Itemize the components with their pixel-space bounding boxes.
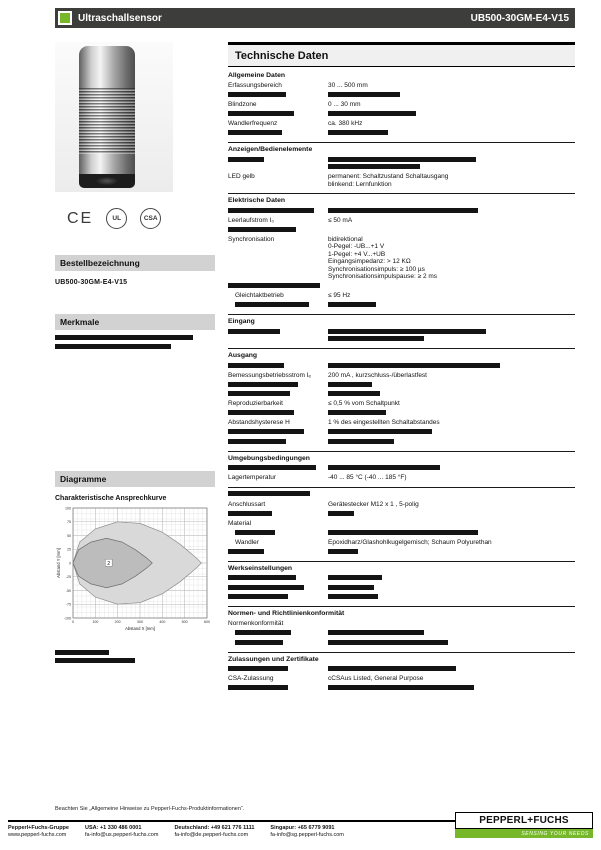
- redacted-text-bar: [328, 640, 448, 645]
- spec-label: [228, 666, 328, 674]
- spec-value: [328, 575, 575, 583]
- redacted-text-bar: [328, 666, 456, 671]
- feature-lines-redacted: [55, 335, 215, 349]
- redacted-text-bar: [328, 630, 424, 635]
- singapore-email-link[interactable]: fa-info@sg.pepperl-fuchs.com: [270, 832, 344, 838]
- spec-row: [228, 665, 575, 675]
- redacted-text-bar: [228, 130, 282, 135]
- spec-value: [328, 111, 575, 119]
- tech-group: [228, 487, 575, 559]
- redacted-text-bar: [228, 208, 314, 213]
- spec-row: [228, 361, 575, 371]
- redacted-text-bar: [228, 439, 286, 444]
- spec-label: Leerlaufstrom I₀: [228, 216, 275, 224]
- spec-label: Reproduzierbarkeit: [228, 400, 283, 407]
- spec-row: [228, 528, 575, 538]
- spec-label: Normenkonformität: [228, 620, 284, 627]
- spec-label: [228, 584, 328, 592]
- svg-text:100: 100: [65, 505, 71, 510]
- spec-row: [228, 301, 575, 311]
- redacted-text-bar: [328, 465, 440, 470]
- redacted-text-bar: [228, 410, 294, 415]
- redacted-text-bar: [228, 227, 296, 232]
- redacted-text-bar: [228, 391, 290, 396]
- spec-row: [228, 473, 575, 483]
- spec-label: Bemessungsbetriebsstrom Iₑ: [228, 371, 311, 379]
- tech-group: [228, 652, 575, 696]
- spec-label: Material: [228, 519, 252, 527]
- footer-group-name: Pepperl+Fuchs-Gruppe: [8, 825, 69, 831]
- response-chart: [55, 506, 215, 640]
- spec-row: [228, 684, 575, 694]
- spec-row: [228, 110, 575, 120]
- spec-value: permanent: Schaltzustand Schaltausgang blinkend: Lernfunktion: [328, 173, 449, 188]
- redacted-text-bar: [328, 302, 376, 307]
- redacted-text-bar: [235, 302, 309, 307]
- spec-label: Wandlerfrequenz: [228, 120, 278, 127]
- spec-label: LED gelb: [228, 173, 255, 180]
- svg-text:-25: -25: [65, 574, 71, 579]
- spec-label: [228, 207, 328, 215]
- sensor-body: [79, 56, 135, 88]
- footer-col-singapore: [270, 825, 343, 839]
- footer-note: Beachten Sie „Allgemeine Hinweise zu Pepperl-Fuchs-Produktinformationen“.: [55, 806, 245, 812]
- section-bestellbezeichnung: Bestellbezeichnung: [55, 255, 215, 271]
- section-diagramme: Diagramme: [55, 471, 215, 487]
- spec-label: [228, 362, 328, 370]
- redacted-text-bar: [328, 429, 432, 434]
- spec-value: ≤ 0,5 % vom Schaltpunkt: [328, 400, 400, 407]
- redacted-text-bar: [228, 157, 264, 162]
- redacted-text-bar: [228, 491, 310, 497]
- spec-label: [228, 226, 328, 234]
- spec-value: [328, 410, 575, 418]
- redacted-text-bar: [328, 382, 372, 387]
- spec-label: [228, 92, 328, 100]
- product-photo: [55, 42, 173, 192]
- redacted-text-bar: [328, 585, 374, 590]
- spec-label: [228, 594, 328, 602]
- redacted-text-bar: [328, 336, 424, 341]
- tech-group-title: Umgebungsbedingungen: [228, 454, 310, 462]
- spec-label: [235, 639, 328, 647]
- spec-row: [228, 129, 575, 139]
- csa-mark: CSA: [140, 208, 161, 229]
- redacted-text-bar: [228, 585, 304, 590]
- tech-group-title: Zulassungen und Zertifikate: [228, 655, 319, 663]
- spec-label: [228, 575, 328, 583]
- spec-row: [228, 638, 575, 648]
- redacted-text-bar: [55, 658, 135, 663]
- spec-label: [228, 111, 328, 119]
- singapore-phone: Singapur: +65 6779 9091: [270, 825, 335, 831]
- website-link[interactable]: www.pepperl-fuchs.com: [8, 832, 67, 838]
- tech-group-title: Eingang: [228, 318, 255, 325]
- redacted-text-bar: [328, 130, 388, 135]
- spec-label: [228, 465, 328, 473]
- footer-col-group: [8, 825, 69, 839]
- spec-row: [228, 119, 575, 129]
- svg-text:300: 300: [137, 619, 143, 624]
- order-code: UB500-30GM-E4-V15: [55, 279, 128, 286]
- spec-row: [228, 418, 575, 428]
- spec-label: [235, 302, 328, 310]
- sensor-face: [79, 174, 135, 188]
- redacted-text-bar: [228, 549, 264, 554]
- spec-row: [228, 509, 575, 519]
- spec-row: [228, 547, 575, 557]
- spec-value: [328, 630, 575, 638]
- spec-row: [228, 574, 575, 584]
- redacted-text-bar: [328, 363, 500, 368]
- spec-label: [228, 391, 328, 399]
- redacted-text-bar: [228, 329, 280, 334]
- svg-text:-50: -50: [65, 588, 71, 593]
- product-type-title: Ultraschallsensor: [78, 12, 162, 24]
- spec-row: [228, 100, 575, 110]
- svg-text:0: 0: [72, 619, 74, 624]
- spec-value: [328, 685, 575, 693]
- spec-row: [228, 225, 575, 235]
- redacted-text-bar: [328, 329, 486, 334]
- redacted-text-bar: [228, 429, 304, 434]
- svg-text:100: 100: [92, 619, 99, 624]
- green-square-icon: [60, 13, 70, 23]
- svg-text:-75: -75: [65, 602, 71, 607]
- spec-value: [328, 429, 575, 437]
- spec-label: [228, 381, 328, 389]
- spec-row: [228, 380, 575, 390]
- svg-text:0: 0: [69, 560, 71, 565]
- germany-email-link[interactable]: fa-info@de.pepperl-fuchs.com: [174, 832, 249, 838]
- spec-value: Gerätestecker M12 x 1 , 5-polig: [328, 500, 419, 508]
- sensor-cap: [79, 46, 135, 56]
- spec-value: [328, 584, 575, 592]
- footer-col-usa: [85, 825, 158, 839]
- spec-row: [228, 371, 575, 381]
- spec-label: Wandler: [235, 538, 259, 546]
- tech-group: [228, 606, 575, 650]
- spec-value: [328, 666, 575, 674]
- spec-row: [228, 464, 575, 474]
- spec-value: [328, 156, 575, 171]
- spec-row: [228, 81, 575, 91]
- spec-value: [328, 381, 575, 389]
- spec-value: [328, 520, 575, 528]
- left-column: [55, 42, 215, 663]
- spec-value: 30 ... 500 mm: [328, 82, 368, 89]
- ul-mark: UL: [106, 208, 127, 229]
- spec-row: [228, 327, 575, 344]
- section-merkmale: Merkmale: [55, 314, 215, 330]
- tech-group: [228, 314, 575, 346]
- spec-value: ≤ 95 Hz: [328, 292, 351, 299]
- spec-label: [235, 630, 328, 638]
- redacted-text-bar: [328, 549, 358, 554]
- redacted-text-bar: [328, 575, 382, 580]
- redacted-text-bar: [228, 382, 298, 387]
- spec-row: [228, 390, 575, 400]
- spec-row: [228, 91, 575, 101]
- spec-row: [228, 216, 575, 226]
- tech-group-title: Normen- und Richtlinienkonformität: [228, 610, 345, 617]
- tech-group: [228, 142, 575, 191]
- logo-tagline: SENSING YOUR NEEDS: [455, 829, 593, 838]
- certification-marks: [55, 208, 215, 229]
- redacted-text-bar: [328, 391, 380, 396]
- spec-row: [228, 593, 575, 603]
- spec-value: [328, 92, 575, 100]
- svg-text:50: 50: [67, 533, 71, 538]
- tech-group-title: Elektrische Daten: [228, 197, 286, 204]
- spec-label: [228, 548, 328, 556]
- spec-value: [328, 226, 575, 234]
- spec-value: -40 ... 85 °C (-40 ... 185 °F): [328, 474, 407, 481]
- redacted-text-bar: [228, 685, 288, 690]
- spec-label: [228, 130, 328, 138]
- sensor-ring: [79, 154, 135, 174]
- spec-value: ≤ 50 mA: [328, 216, 353, 224]
- spec-label: [228, 510, 328, 518]
- redacted-text-bar: [328, 208, 478, 213]
- spec-row: [228, 409, 575, 419]
- germany-phone: Deutschland: +49 621 776 1111: [174, 825, 255, 831]
- spec-label: Synchronisation: [228, 235, 275, 243]
- spec-value: ca. 380 kHz: [328, 120, 363, 127]
- spec-label: Blindzone: [228, 101, 257, 108]
- tech-group-title: Allgemeine Daten: [228, 72, 286, 79]
- spec-label: [228, 283, 328, 291]
- tech-data-heading: Technische Daten: [228, 42, 575, 67]
- transducer-icon: [95, 177, 119, 186]
- tech-group-title: Ausgang: [228, 352, 258, 359]
- spec-row: [228, 437, 575, 447]
- redacted-text-bar: [328, 439, 394, 444]
- chart-legend-redacted: [55, 650, 215, 664]
- spec-row: [228, 282, 575, 292]
- redacted-text-bar: [235, 530, 275, 535]
- spec-value: [328, 302, 575, 310]
- svg-text:-100: -100: [63, 615, 71, 620]
- svg-text:200: 200: [114, 619, 121, 624]
- redacted-text-bar: [328, 164, 420, 169]
- spec-value: [328, 465, 575, 473]
- svg-text:400: 400: [159, 619, 166, 624]
- svg-text:2: 2: [107, 560, 111, 567]
- spec-value: 1 % des eingestellten Schaltabstandes: [328, 419, 440, 426]
- redacted-text-bar: [328, 157, 476, 162]
- spec-value: [328, 510, 575, 518]
- sensor-cylinder: [79, 46, 135, 188]
- svg-text:25: 25: [67, 547, 71, 552]
- usa-phone: USA: +1 330 486 0001: [84, 825, 142, 831]
- redacted-text-bar: [228, 575, 296, 580]
- spec-label: [235, 529, 328, 537]
- spec-value: [328, 362, 575, 370]
- sensor-thread: [79, 88, 135, 154]
- spec-label: Abstandshysterese H: [228, 419, 290, 426]
- usa-email-link[interactable]: fa-info@us.pepperl-fuchs.com: [84, 832, 159, 838]
- spec-value: [328, 130, 575, 138]
- redacted-text-bar: [235, 640, 283, 645]
- tech-group-title: Werkseinstellungen: [228, 564, 293, 572]
- spec-row: [228, 674, 575, 684]
- tech-group: [228, 348, 575, 449]
- redacted-text-bar: [55, 344, 171, 349]
- spec-row: [228, 538, 575, 548]
- spec-row: [228, 619, 575, 629]
- technical-data-section: [228, 42, 575, 695]
- spec-row: [228, 583, 575, 593]
- redacted-text-bar: [328, 530, 478, 535]
- redacted-text-bar: [328, 92, 400, 97]
- spec-value: 200 mA , kurzschluss-/überlastfest: [328, 371, 427, 379]
- product-model-title: UB500-30GM-E4-V15: [470, 12, 569, 24]
- spec-label: [228, 410, 328, 418]
- spec-row: [228, 155, 575, 172]
- pf-brand-icon: [58, 11, 72, 25]
- spec-row: [228, 428, 575, 438]
- spec-value: [328, 529, 575, 537]
- spec-row: [228, 291, 575, 301]
- redacted-text-bar: [328, 111, 416, 116]
- tech-group: [228, 69, 575, 140]
- spec-label: [228, 438, 328, 446]
- tech-groups: [228, 69, 575, 695]
- redacted-text-bar: [228, 363, 284, 368]
- spec-value: [328, 639, 575, 647]
- svg-text:600: 600: [204, 619, 210, 624]
- logo-wordmark: PEPPERL+FUCHS: [455, 812, 593, 829]
- spec-label: Erfassungsbereich: [228, 82, 282, 89]
- tech-group: [228, 561, 575, 605]
- header-bar: [55, 8, 575, 28]
- svg-text:Abstand Y [mm]: Abstand Y [mm]: [56, 547, 61, 578]
- spec-value: [328, 548, 575, 556]
- spec-row: [228, 235, 575, 282]
- spec-row: [228, 629, 575, 639]
- spec-label: [228, 156, 328, 171]
- redacted-text-bar: [228, 283, 320, 288]
- tech-group: [228, 193, 575, 312]
- svg-text:500: 500: [181, 619, 188, 624]
- spec-label: CSA-Zulassung: [228, 675, 274, 682]
- pepperl-fuchs-logo: [455, 812, 593, 838]
- redacted-text-bar: [228, 92, 286, 97]
- spec-label: Anschlussart: [228, 500, 266, 508]
- spec-label: [228, 685, 328, 693]
- redacted-text-bar: [228, 666, 288, 671]
- spec-label: [228, 429, 328, 437]
- spec-label: Gleichtaktbetrieb: [235, 292, 284, 299]
- redacted-text-bar: [328, 594, 378, 599]
- spec-row: [228, 519, 575, 529]
- spec-row: [228, 500, 575, 510]
- tech-group-title: [228, 489, 575, 500]
- redacted-text-bar: [235, 630, 291, 635]
- redacted-text-bar: [55, 335, 193, 340]
- spec-value: [328, 620, 575, 628]
- svg-text:Abstand X [mm]: Abstand X [mm]: [125, 625, 155, 631]
- spec-value: [328, 283, 575, 291]
- spec-value: [328, 594, 575, 602]
- spec-row: [228, 399, 575, 409]
- chart-title: Charakteristische Ansprechkurve: [55, 494, 167, 502]
- redacted-text-bar: [228, 594, 288, 599]
- spec-value: cCSAus Listed, General Purpose: [328, 675, 424, 682]
- spec-value: 0 ... 30 mm: [328, 101, 361, 108]
- redacted-text-bar: [228, 465, 316, 470]
- redacted-text-bar: [328, 410, 386, 415]
- chart-box: [55, 506, 215, 645]
- ce-mark: CE: [67, 209, 94, 227]
- spec-value: Epoxidharz/Glashohlkugelgemisch; Schaum Polyurethan: [328, 538, 492, 546]
- redacted-text-bar: [228, 511, 272, 516]
- spec-value: [328, 391, 575, 399]
- spec-value: bidirektional 0-Pegel: -UB...+1 V 1-Pegel: +4 V...+UB Eingangsimpedanz: > 12 KΩ Synchronisationsimpuls: ≥ 100 µs Synchronisationsimpulspause: ≥ 2 ms: [328, 235, 438, 280]
- spec-value: [328, 328, 575, 343]
- spec-label: [228, 328, 328, 343]
- svg-text:75: 75: [67, 519, 71, 524]
- spec-row: [228, 172, 575, 189]
- tech-group-title: Anzeigen/Bedienelemente: [228, 146, 313, 153]
- redacted-text-bar: [55, 650, 109, 655]
- redacted-text-bar: [228, 111, 294, 116]
- spec-label: Lagertemperatur: [228, 474, 277, 481]
- spec-value: [328, 438, 575, 446]
- spec-row: [228, 206, 575, 216]
- redacted-text-bar: [328, 685, 474, 690]
- spec-value: [328, 207, 575, 215]
- tech-group: [228, 451, 575, 485]
- footer-col-germany: [174, 825, 254, 839]
- redacted-text-bar: [328, 511, 354, 516]
